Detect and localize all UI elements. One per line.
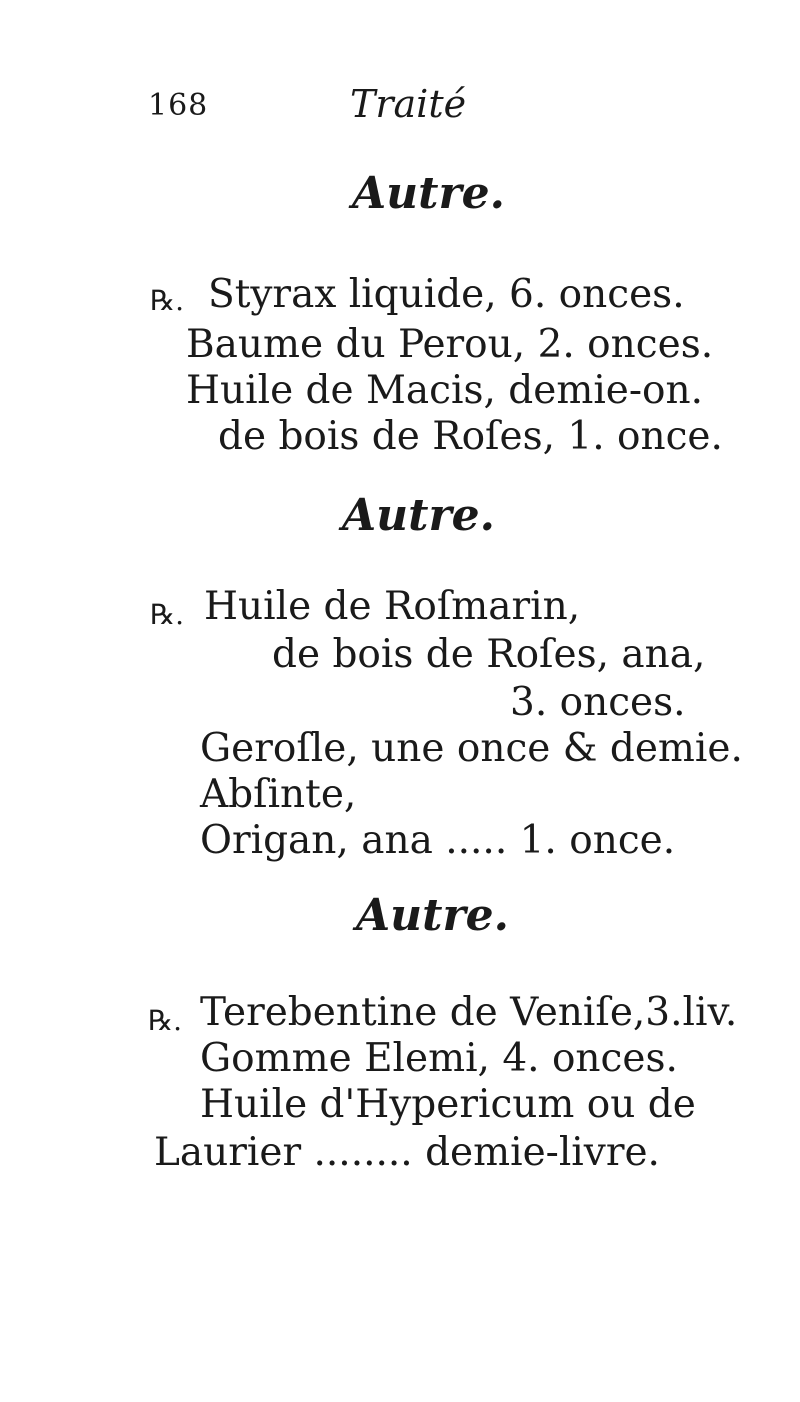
recipe-line: Huile de Roſmarin, [204, 584, 581, 629]
section-heading: Autre. [352, 168, 505, 219]
running-head: Traité [350, 82, 467, 126]
recipe-line: Baume du Perou, 2. onces. [186, 322, 714, 367]
recipe-line: Terebentine de Veniſe,3.liv. [200, 990, 738, 1035]
recipe-line: Huile de Macis, demie-on. [186, 368, 704, 413]
section-heading: Autre. [356, 890, 509, 941]
recipe-line: Gomme Elemi, 4. onces. [200, 1036, 678, 1081]
recipe-symbol: ℞. [150, 598, 185, 631]
recipe-symbol: ℞. [148, 1004, 183, 1037]
recipe-line: 3. onces. [510, 680, 686, 725]
recipe-line: Styrax liquide, 6. onces. [208, 272, 685, 317]
section-heading: Autre. [342, 490, 495, 541]
recipe-line: Geroſle, une once & demie. [200, 726, 743, 771]
recipe-line: de bois de Roſes, ana, [272, 632, 706, 677]
recipe-line: Huile d'Hypericum ou de [200, 1082, 696, 1127]
recipe-line: Laurier ........ demie-livre. [154, 1130, 660, 1175]
recipe-line: Origan, ana ..... 1. once. [200, 818, 676, 863]
page-number: 168 [148, 88, 209, 123]
recipe-line: Abſinte, [200, 772, 357, 817]
recipe-symbol: ℞. [150, 284, 185, 317]
recipe-line: de bois de Roſes, 1. once. [218, 414, 723, 459]
